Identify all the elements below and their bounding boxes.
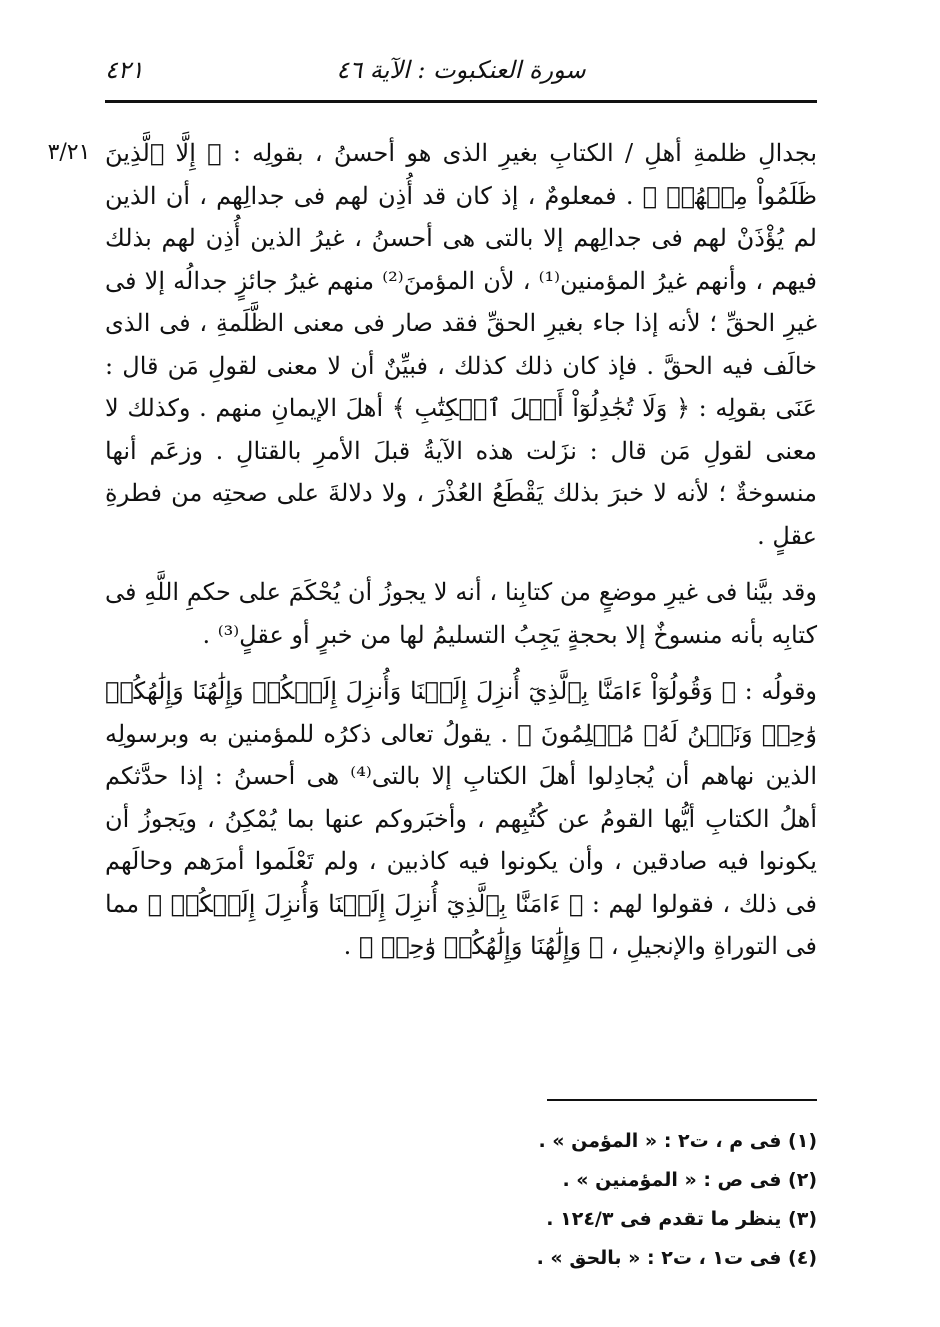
footnote-4: (٤) فى ت١ ، ت٢ : « بالحق » . (536, 1247, 817, 1269)
footnotes (105, 1122, 817, 1278)
header-divider (105, 100, 817, 103)
page-number: ٤٢١ (105, 56, 144, 84)
running-title: سورة العنكبوت : الآية ٤٦ (336, 56, 586, 84)
footnote-divider (547, 1099, 817, 1101)
footnote-2: (٢) فى ص : « المؤمنين » . (562, 1169, 817, 1191)
footnote-3: (٣) ينظر ما تقدم فى ١٢٤/٣ . (546, 1208, 817, 1230)
paragraph-1: بجدالِ ظلمةِ أهلِ / الكتابِ بغيرِ الذى هو أحسنُ ، بقولِه : ﴿ إِلَّا ٱلَّذِينَ ظَلَمُواْ مِنۡهُمۡ ﴾ . فمعلومٌ ، إذ كان قد أُذِن لهم فى جدالِهم ، أن الذين لم يُؤْذَنْ لهم فى جدالِهم إلا بالتى هى أحسنُ ، غيرُ الذين أُذِن لهم بذلك فيهم ، وأنهم غيرُ المؤمنين⁽¹⁾ ، لأن المؤمنَ⁽²⁾ منهم غيرُ جائزٍ جدالُه إلا فى غيرِ الحقِّ ؛ لأنه إذا جاء بغيرِ الحقِّ فقد صار فى معنى الظَّلَمةِ ، فى الذى خالَف فيه الحقَّ . فإذ كان ذلك كذلك ، فبيِّنٌ أن لا معنى لقولِ مَن قال : عَنَى بقولِه : ﴿ وَلَا تُجَٰدِلُوٓاْ أَهۡلَ ٱلۡكِتَٰبِ ﴾ أهلَ الإيمانِ منهم . وكذلك لا معنى لقولِ مَن قال : نزَلت هذه الآيةُ قبلَ الأمرِ بالقتالِ . وزعَم أنها منسوخةٌ ؛ لأنه لا خبرَ بذلك يَقْطَعُ العُذْرَ ، ولا دلالةَ على صحتِه من فطرةِ عقلٍ . (105, 139, 817, 550)
footnote-1: (١) فى م ، ت٢ : « المؤمن » . (538, 1130, 817, 1152)
paragraph-2: وقد بيَّنا فى غيرِ موضعٍ من كتابِنا ، أنه لا يجوزُ أن يُحْكَمَ على حكمِ اللَّهِ فى كتابِه بأنه منسوخٌ إلا بحجةٍ يَجِبُ التسليمُ لها من خبرٍ أو عقلٍ⁽³⁾ . (105, 578, 817, 649)
margin-volume-reference: ٣/٢١ (47, 140, 91, 165)
page-header (105, 52, 817, 92)
paragraph-3: وقولُه : ﴿ وَقُولُوٓاْ ءَامَنَّا بِٱلَّذِيٓ أُنزِلَ إِلَيۡنَا وَأُنزِلَ إِلَيۡكُمۡ وَإِلَٰهُنَا وَإِلَٰهُكُمۡ وَٰحِدٞ وَنَحۡنُ لَهُۥ مُسۡلِمُونَ ﴾ . يقولُ تعالى ذكرُه للمؤمنين به وبرسولِه الذين نهاهم أن يُجادِلوا أهلَ الكتابِ إلا بالتى⁽⁴⁾ هى أحسنُ : إذا حدَّثكم أهلُ الكتابِ أيُّها القومُ عن كُتُبِهم ، وأخبَروكم عنها بما يُمْكِنُ ، ويَجوزُ أن يكونوا فيه صادقين ، وأن يكونوا فيه كاذبين ، ولم تَعْلَموا أمرَهم وحالَهم فى ذلك ، فقولوا لهم : ﴿ ءَامَنَّا بِٱلَّذِيٓ أُنزِلَ إِلَيۡنَا وَأُنزِلَ إِلَيۡكُمۡ ﴾ مما فى التوراةِ والإنجيلِ ، ﴿ وَإِلَٰهُنَا وَإِلَٰهُكُمۡ وَٰحِدٞ ﴾ . (105, 677, 817, 960)
main-text (105, 132, 817, 968)
